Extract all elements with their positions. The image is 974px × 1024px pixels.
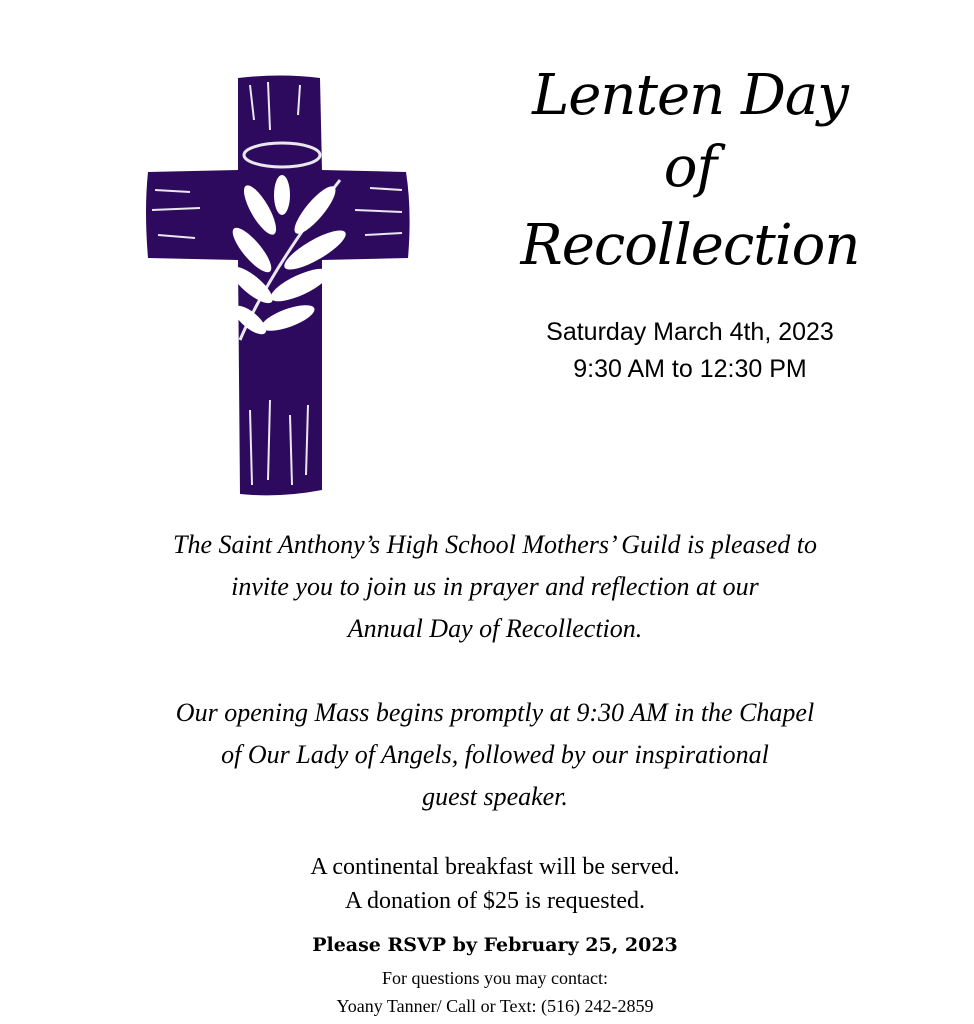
event-datetime xyxy=(470,314,910,388)
event-time: 9:30 AM to 12:30 PM xyxy=(573,355,807,383)
invitation-line: Annual Day of Recollection. xyxy=(347,614,643,643)
mass-line: guest speaker. xyxy=(422,782,568,811)
mass-paragraph xyxy=(60,692,930,818)
invitation-line: invite you to join us in prayer and reflection at our xyxy=(231,572,759,601)
details-paragraph xyxy=(60,850,930,918)
mass-line: of Our Lady of Angels, followed by our inspirational xyxy=(221,740,769,769)
title-line-2: of xyxy=(663,135,717,200)
invitation-paragraph xyxy=(60,524,930,650)
rsvp-deadline: Please RSVP by February 25, 2023 xyxy=(312,934,678,956)
invitation-line: The Saint Anthony’s High School Mothers’ Guild is pleased to xyxy=(173,530,817,559)
breakfast-line: A continental breakfast will be served. xyxy=(310,854,680,880)
cross-with-palm-icon xyxy=(140,70,430,500)
mass-line: Our opening Mass begins promptly at 9:30 AM in the Chapel xyxy=(175,698,815,727)
contact-info xyxy=(60,964,930,1020)
contact-intro: For questions you may contact: xyxy=(382,968,608,988)
donation-line: A donation of $25 is requested. xyxy=(345,888,645,914)
title-line-3: Recollection xyxy=(520,213,860,278)
contact-person: Yoany Tanner/ Call or Text: (516) 242-2859 xyxy=(336,996,654,1016)
title-line-1: Lenten Day xyxy=(532,63,848,128)
event-date: Saturday March 4th, 2023 xyxy=(546,318,834,346)
